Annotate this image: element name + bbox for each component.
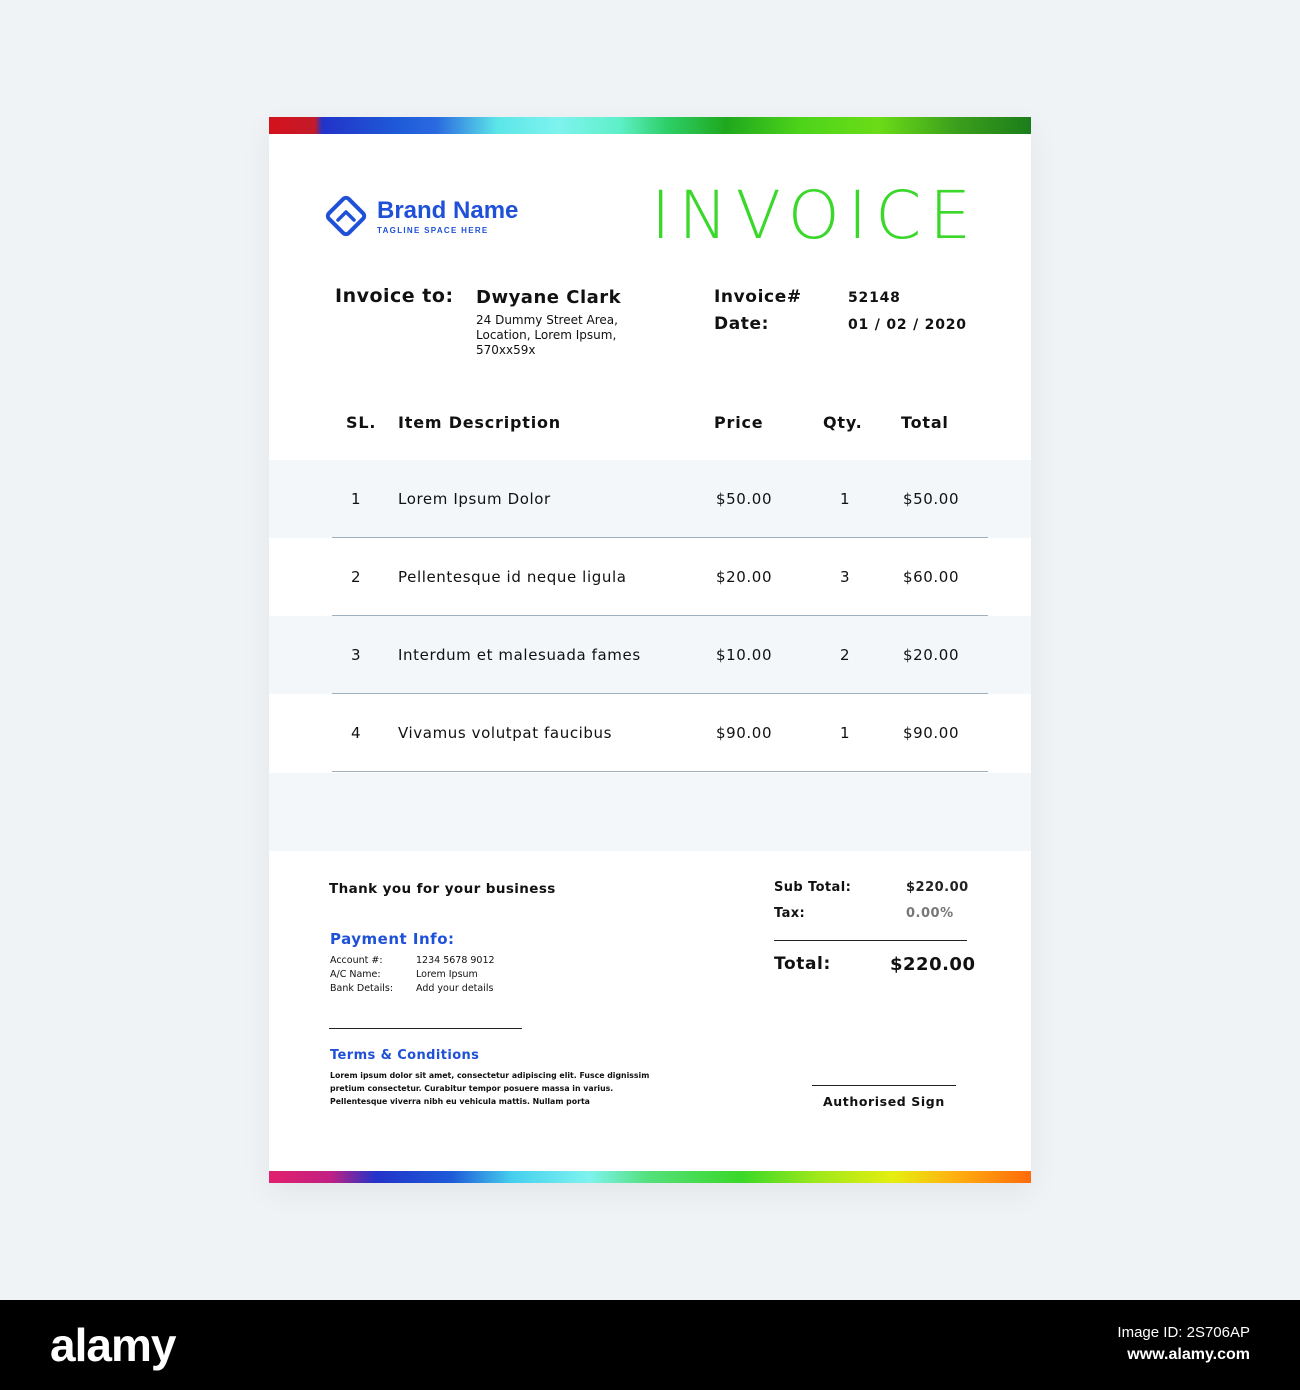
row-qty: 3	[840, 568, 851, 586]
empty-table-row	[269, 773, 1031, 851]
site-url: www.alamy.com	[1127, 1346, 1250, 1363]
table-row	[269, 694, 1031, 772]
total-label: Total:	[774, 954, 831, 974]
client-name: Dwyane Clark	[476, 287, 622, 308]
terms-text: Lorem ipsum dolor sit amet, consectetur adipiscing elit. Fusce dignissim pretium consectetur. Curabitur tempor posuere massa in varius. Pellentesque viverra nibh eu vehicula mattis. Nullam porta	[330, 1071, 650, 1106]
invoice-sheet	[269, 117, 1031, 1183]
table-row	[269, 460, 1031, 538]
invoice-title: INVOICE	[650, 177, 979, 254]
row-price: $20.00	[716, 568, 773, 586]
row-divider	[332, 771, 988, 772]
header-price: Price	[714, 413, 764, 432]
row-description: Vivamus volutpat faucibus	[398, 724, 613, 742]
header-total: Total	[901, 413, 949, 432]
brand-logo-icon	[323, 193, 369, 239]
header-sl: SL.	[346, 413, 377, 432]
account-label: Account #:	[330, 955, 383, 966]
address-line: 570xx59x	[476, 343, 536, 357]
ac-name-value: Lorem Ipsum	[416, 969, 478, 980]
subtotal-value: $220.00	[906, 880, 969, 895]
row-sl: 2	[351, 568, 362, 586]
row-sl: 3	[351, 646, 362, 664]
alamy-logo: alamy	[50, 1319, 176, 1371]
row-sl: 4	[351, 724, 362, 742]
total-value: $220.00	[890, 954, 976, 975]
row-qty: 1	[840, 724, 851, 742]
bank-details-label: Bank Details:	[330, 983, 394, 994]
tax-label: Tax:	[774, 906, 806, 921]
address-line: Location, Lorem Ipsum,	[476, 328, 617, 342]
ac-name-label: A/C Name:	[330, 969, 381, 980]
row-qty: 2	[840, 646, 851, 664]
brand-block	[323, 193, 518, 239]
date-value: 01 / 02 / 2020	[848, 317, 967, 333]
bottom-color-bar	[269, 1171, 1031, 1183]
table-row	[269, 538, 1031, 616]
row-qty: 1	[840, 490, 851, 508]
row-total: $90.00	[903, 724, 960, 742]
row-price: $10.00	[716, 646, 773, 664]
invoice-number-value: 52148	[848, 290, 901, 306]
thank-you-note: Thank you for your business	[329, 881, 556, 897]
row-total: $50.00	[903, 490, 960, 508]
subtotal-label: Sub Total:	[774, 880, 852, 895]
payment-info-title: Payment Info:	[330, 930, 455, 948]
row-description: Lorem Ipsum Dolor	[398, 490, 551, 508]
tax-value: 0.00%	[906, 906, 954, 921]
address-line: 24 Dummy Street Area,	[476, 313, 618, 327]
top-color-bar	[269, 117, 1031, 134]
brand-name: Brand Name	[377, 196, 519, 224]
row-total: $60.00	[903, 568, 960, 586]
signature-line	[812, 1085, 956, 1086]
row-description: Interdum et malesuada fames	[398, 646, 641, 664]
date-label: Date:	[714, 314, 770, 334]
row-price: $90.00	[716, 724, 773, 742]
row-description: Pellentesque id neque ligula	[398, 568, 627, 586]
watermark-footer	[0, 1300, 1300, 1390]
table-row	[269, 616, 1031, 694]
summary-divider	[774, 940, 967, 941]
brand-tagline: TAGLINE SPACE HERE	[377, 225, 489, 235]
header-qty: Qty.	[823, 413, 863, 432]
invoice-to-label: Invoice to:	[335, 285, 454, 307]
signature-label: Authorised Sign	[823, 1094, 945, 1109]
bank-details-value: Add your details	[416, 983, 494, 994]
row-sl: 1	[351, 490, 362, 508]
terms-title: Terms & Conditions	[330, 1048, 480, 1063]
row-price: $50.00	[716, 490, 773, 508]
client-address	[476, 313, 676, 358]
image-id: Image ID: 2S706AP	[1117, 1324, 1250, 1341]
divider-line	[329, 1028, 522, 1029]
row-total: $20.00	[903, 646, 960, 664]
account-value: 1234 5678 9012	[416, 955, 495, 966]
header-description: Item Description	[398, 413, 561, 432]
invoice-number-label: Invoice#	[714, 287, 802, 307]
